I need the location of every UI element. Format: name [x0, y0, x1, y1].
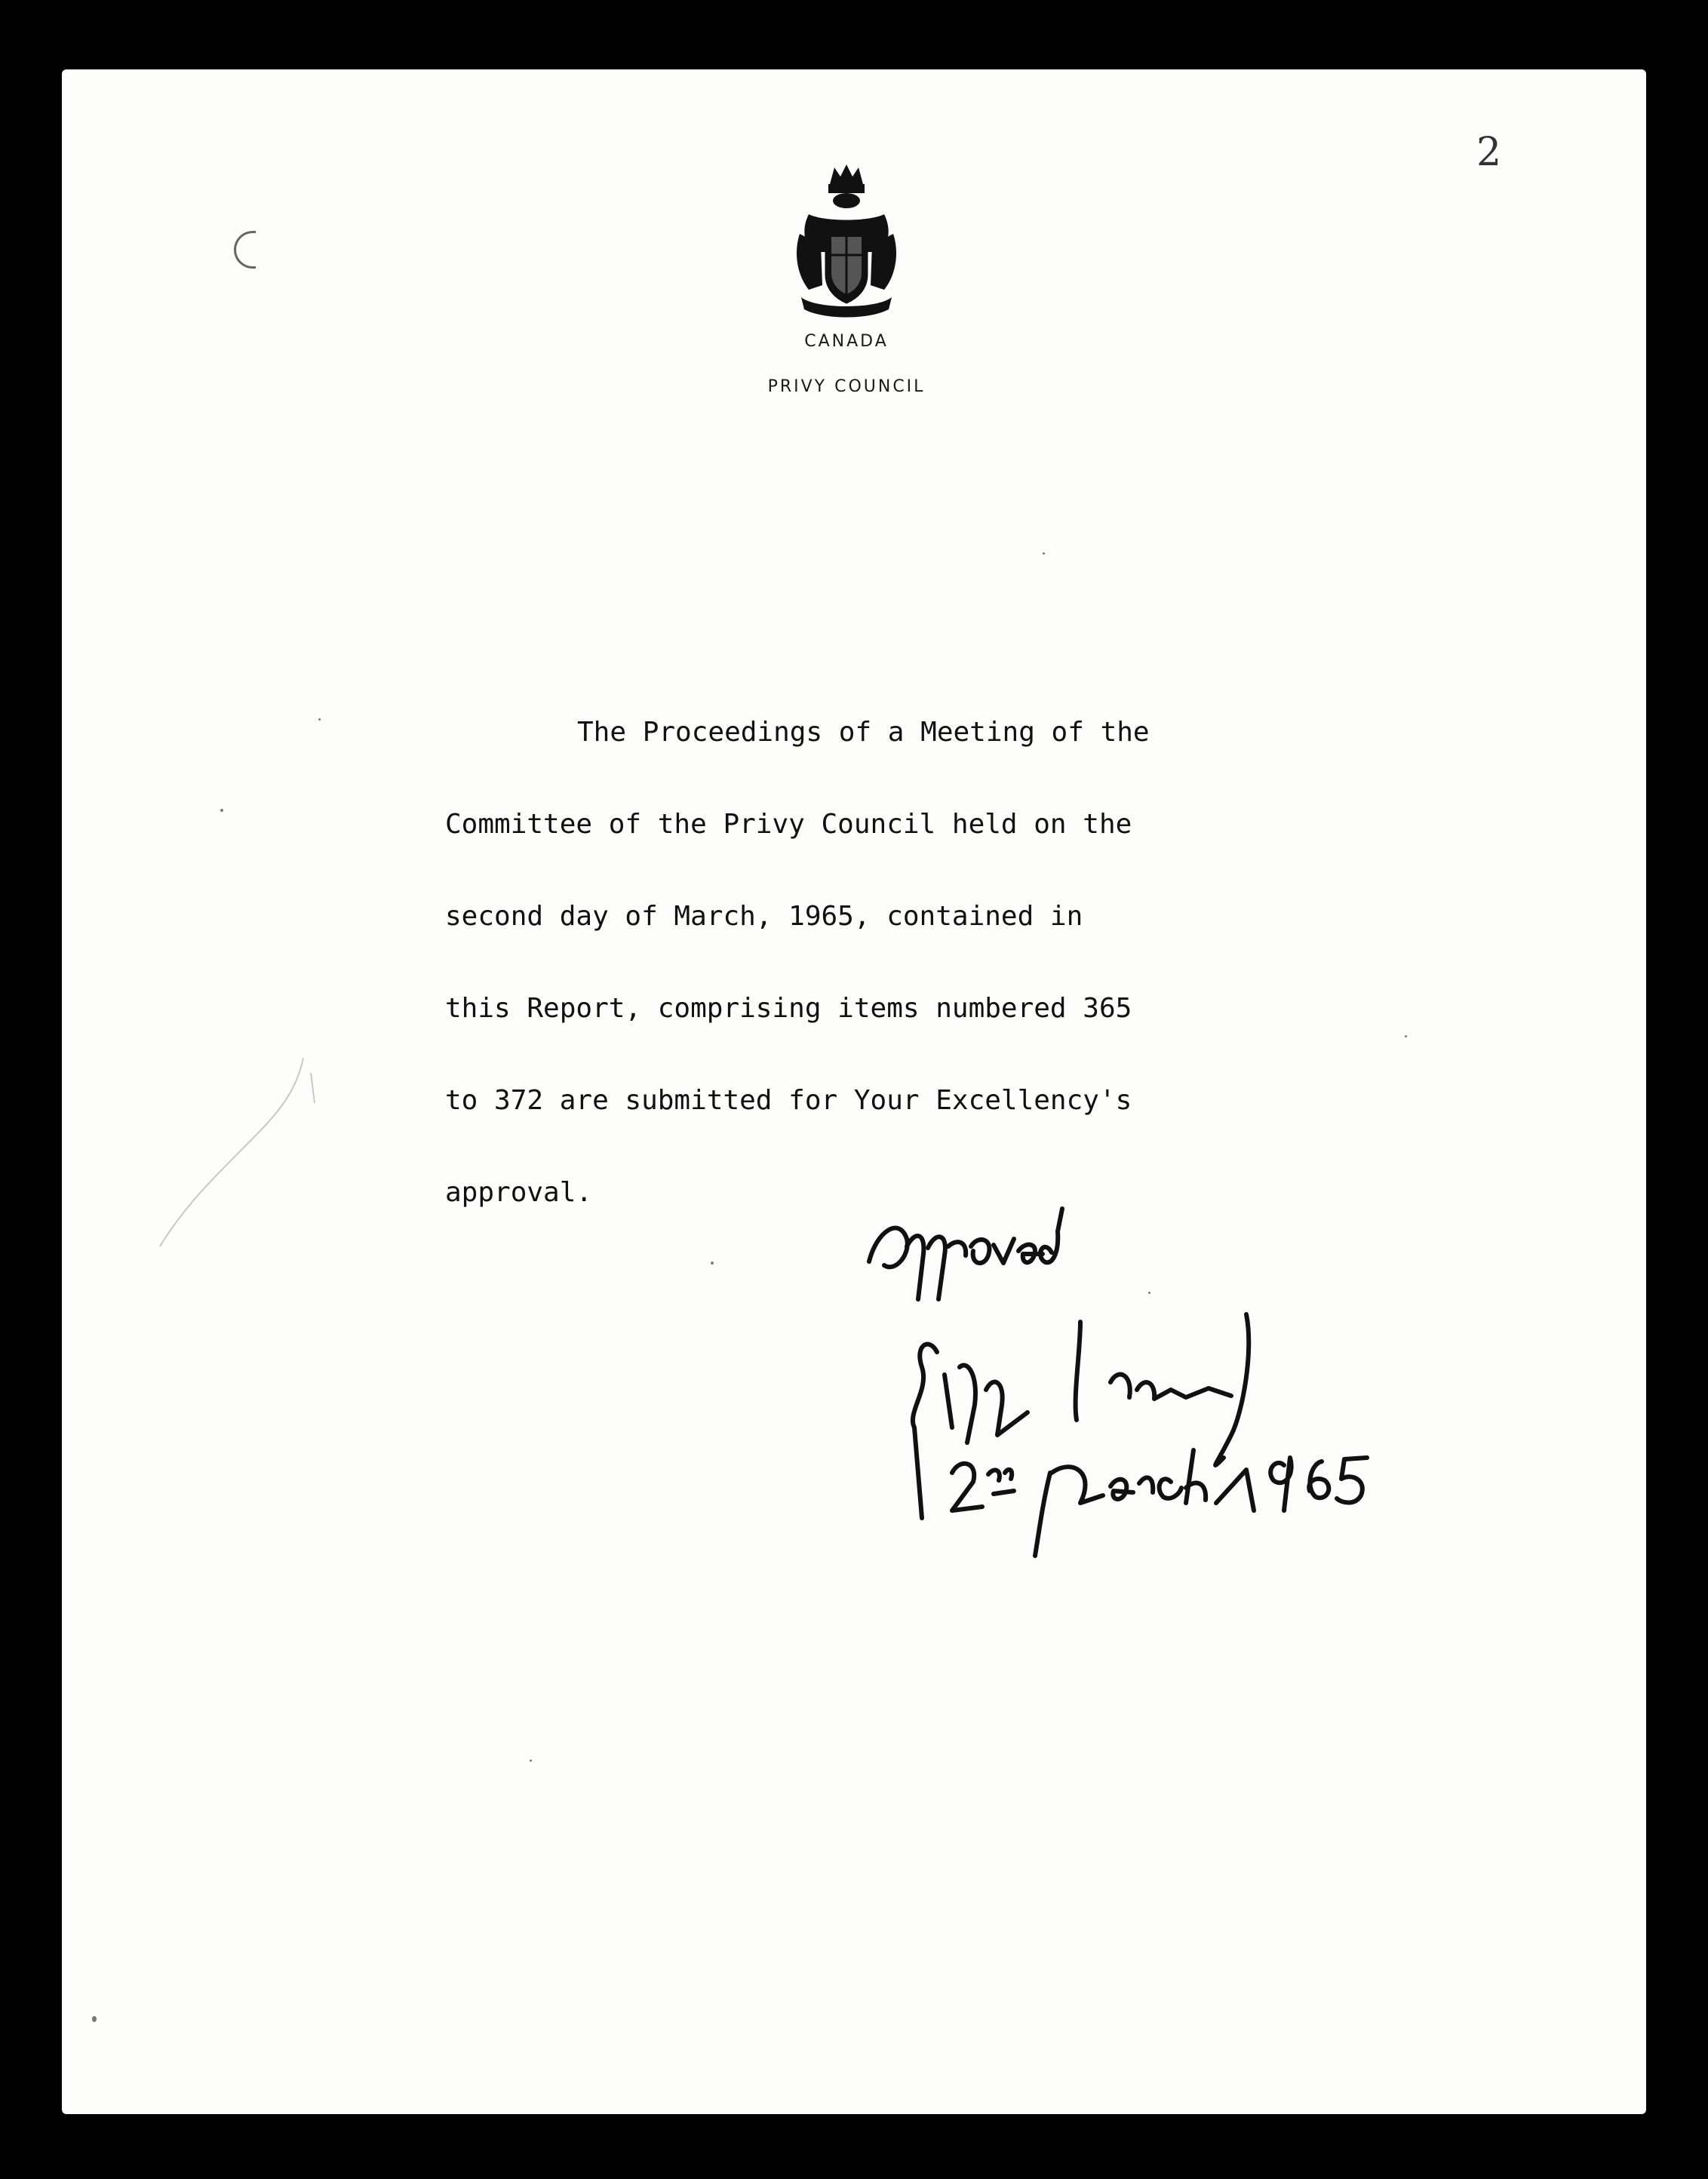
- body-paragraph: [445, 687, 1290, 1239]
- handwritten-approval-signature: [854, 1201, 1548, 1624]
- scan-speck: [92, 2016, 97, 2022]
- body-line: second day of March, 1965, contained in: [445, 901, 1083, 932]
- scan-speck: [318, 718, 321, 721]
- punch-hole-mark: [234, 231, 256, 269]
- document-page: [62, 69, 1646, 2114]
- body-line: Committee of the Privy Council held on the: [445, 809, 1132, 840]
- body-line: The Proceedings of a Meeting of the: [577, 717, 1150, 748]
- scan-speck: [220, 809, 223, 812]
- body-line: approval.: [445, 1177, 593, 1208]
- scan-speck: [1043, 552, 1045, 555]
- letterhead-country: CANADA: [804, 332, 889, 351]
- faint-pencil-stroke: [152, 1050, 349, 1277]
- scan-speck: [530, 1759, 532, 1762]
- body-line: to 372 are submitted for Your Excellency's: [445, 1085, 1132, 1116]
- scan-speck: [1405, 1035, 1407, 1037]
- scan-speck: [711, 1262, 714, 1265]
- letterhead-office: PRIVY COUNCIL: [767, 377, 926, 396]
- canada-coat-of-arms-icon: [786, 161, 907, 388]
- page-number: 2: [1476, 130, 1502, 175]
- body-line: this Report, comprising items numbered 365: [445, 993, 1132, 1024]
